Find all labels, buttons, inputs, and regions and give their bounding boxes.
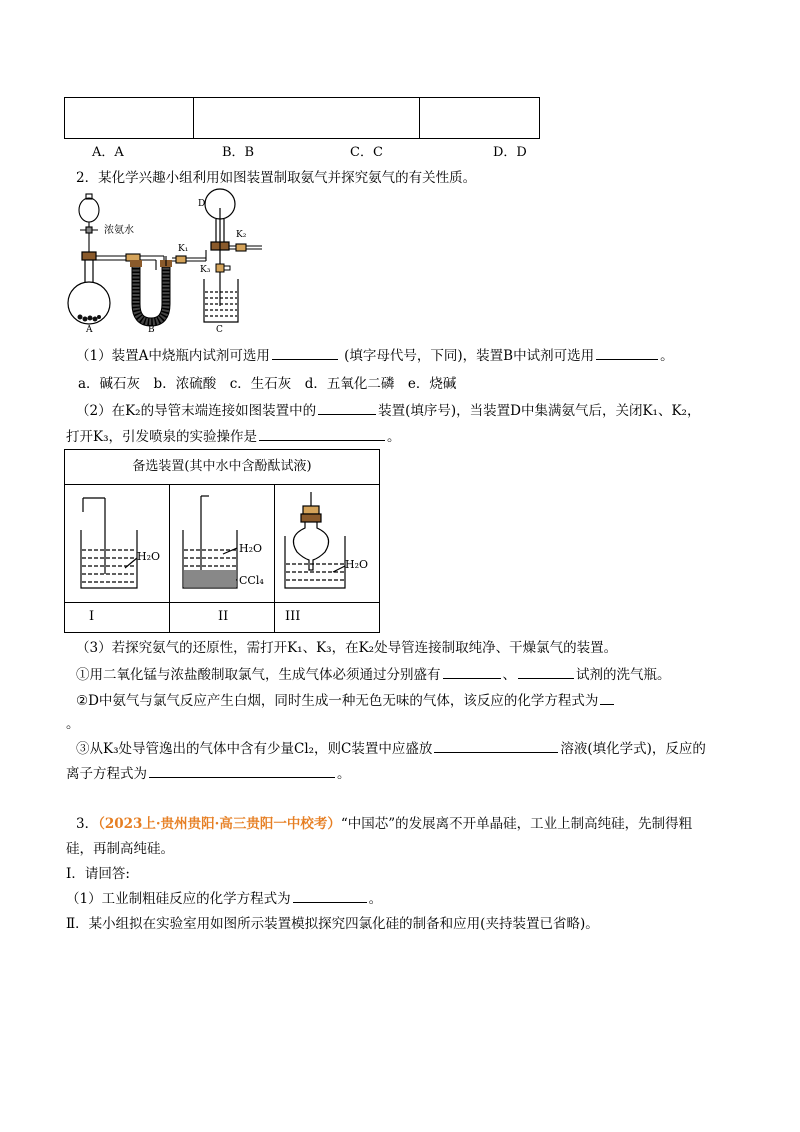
q3-part1: （1）工业制粗硅反应的化学方程式为 。 [66, 887, 382, 907]
ammonia-apparatus-diagram [66, 186, 276, 334]
option-d[interactable]: D．D [493, 145, 527, 160]
answer-blank[interactable] [518, 664, 574, 679]
solid-reagent [78, 315, 102, 322]
answer-blank[interactable] [434, 738, 558, 753]
q2-part1: （1）装置A中烧瓶内试剂可选用 (填字母代号，下同)，装置B中试剂可选用 。 [76, 344, 674, 364]
flask-d [205, 189, 235, 306]
answer-blank[interactable] [318, 400, 376, 415]
q2-part3-3: ③从K₃处导管逸出的气体中含有少量Cl₂，则C装置中应盛放 溶液(填化学式)，反应的 [76, 737, 706, 757]
h2o-label: H₂O [239, 542, 263, 555]
device-ii [179, 492, 271, 596]
q2-part3-2: ②D中氨气与氯气反应产生白烟，同时生成一种无色无味的气体，该反应的化学方程式为 [76, 689, 616, 709]
q2-part3: （3）若探究氨气的还原性，需打开K₁、K₃，在K₂处导管连接制取纯净、干燥氯气的装置。 [76, 640, 618, 656]
label-a: A [86, 325, 93, 334]
table-divider [65, 602, 379, 603]
q3-stem-cont: 硅，再制高纯硅。 [66, 841, 174, 857]
label-d: D [198, 199, 206, 209]
clamp-k3 [216, 264, 230, 272]
answer-blank[interactable] [259, 426, 385, 441]
answer-options-table [64, 97, 540, 139]
answer-blank[interactable] [149, 763, 335, 778]
answer-blank[interactable] [600, 690, 614, 705]
q3-source: （2023上·贵州贵阳·高三贵阳一中校考） [98, 816, 341, 832]
q2-part2-cont: 打开K₃，引发喷泉的实验操作是 。 [66, 425, 401, 445]
answer-blank[interactable] [596, 345, 658, 360]
u-tube-b [130, 260, 172, 322]
q3-section-2: Ⅱ．某小组拟在实验室用如图所示装置模拟探究四氯化硅的制备和应用(夹持装置已省略)。 [66, 916, 599, 932]
device-label-iii: III [285, 609, 301, 624]
q3-stem: 3．（2023上·贵州贵阳·高三贵阳一中校考）“中国芯”的发展离不开单晶硅，工业上制高纯硅，先制得粗 [76, 816, 693, 832]
device-label-i: I [89, 609, 95, 624]
ccl4-label: CCl₄ [239, 574, 264, 587]
ccl4-layer [184, 570, 236, 587]
h2o-label: H₂O [137, 550, 161, 563]
option-a[interactable]: A．A [92, 145, 124, 160]
q2-part2: （2）在K₂的导管末端连接如图装置中的 装置(填序号)，当装置D中集满氨气后，关闭K₁、K₂， [76, 399, 700, 419]
beaker-c [204, 279, 238, 322]
q2-stem: 2．某化学兴趣小组利用如图装置制取氨气并探究氨气的有关性质。 [76, 170, 477, 186]
q3-section-1: Ⅰ．请回答: [66, 866, 130, 882]
answer-blank[interactable] [293, 888, 367, 903]
label-b: B [148, 325, 155, 334]
reagent-label: 浓氨水 [104, 225, 134, 236]
q2-choices: a．碱石灰 b．浓硫酸 c．生石灰 d．五氧化二磷 e．烧碱 [78, 376, 457, 392]
h2o-label: H₂O [345, 558, 369, 571]
tube-k2 [229, 244, 262, 251]
answer-blank[interactable] [443, 664, 501, 679]
q2-part3-1: ①用二氧化锰与浓盐酸制取氯气，生成气体必须通过分别盛有 、 试剂的洗气瓶。 [76, 663, 671, 683]
option-b[interactable]: B．B [222, 145, 255, 160]
device-i [75, 492, 165, 596]
apparatus-options-table [64, 449, 380, 633]
label-k3: K₃ [200, 265, 211, 275]
table-divider [419, 98, 420, 138]
device-iii [283, 492, 375, 596]
dropping-funnel [79, 194, 99, 252]
answer-blank[interactable] [272, 345, 338, 360]
option-c[interactable]: C．C [350, 145, 383, 160]
device-label-ii: II [218, 609, 229, 624]
flask-a [68, 252, 110, 324]
label-c: C [216, 325, 223, 334]
label-k2: K₂ [236, 230, 247, 240]
q2-part3-3-cont: 离子方程式为 。 [66, 762, 351, 782]
label-k1: K₁ [178, 244, 189, 254]
table-divider [169, 484, 170, 632]
q2-part3-2-end: 。 [66, 716, 80, 732]
table-divider [193, 98, 194, 138]
table-header: 备选装置(其中水中含酚酞试液) [65, 450, 379, 485]
table-divider [274, 484, 275, 632]
